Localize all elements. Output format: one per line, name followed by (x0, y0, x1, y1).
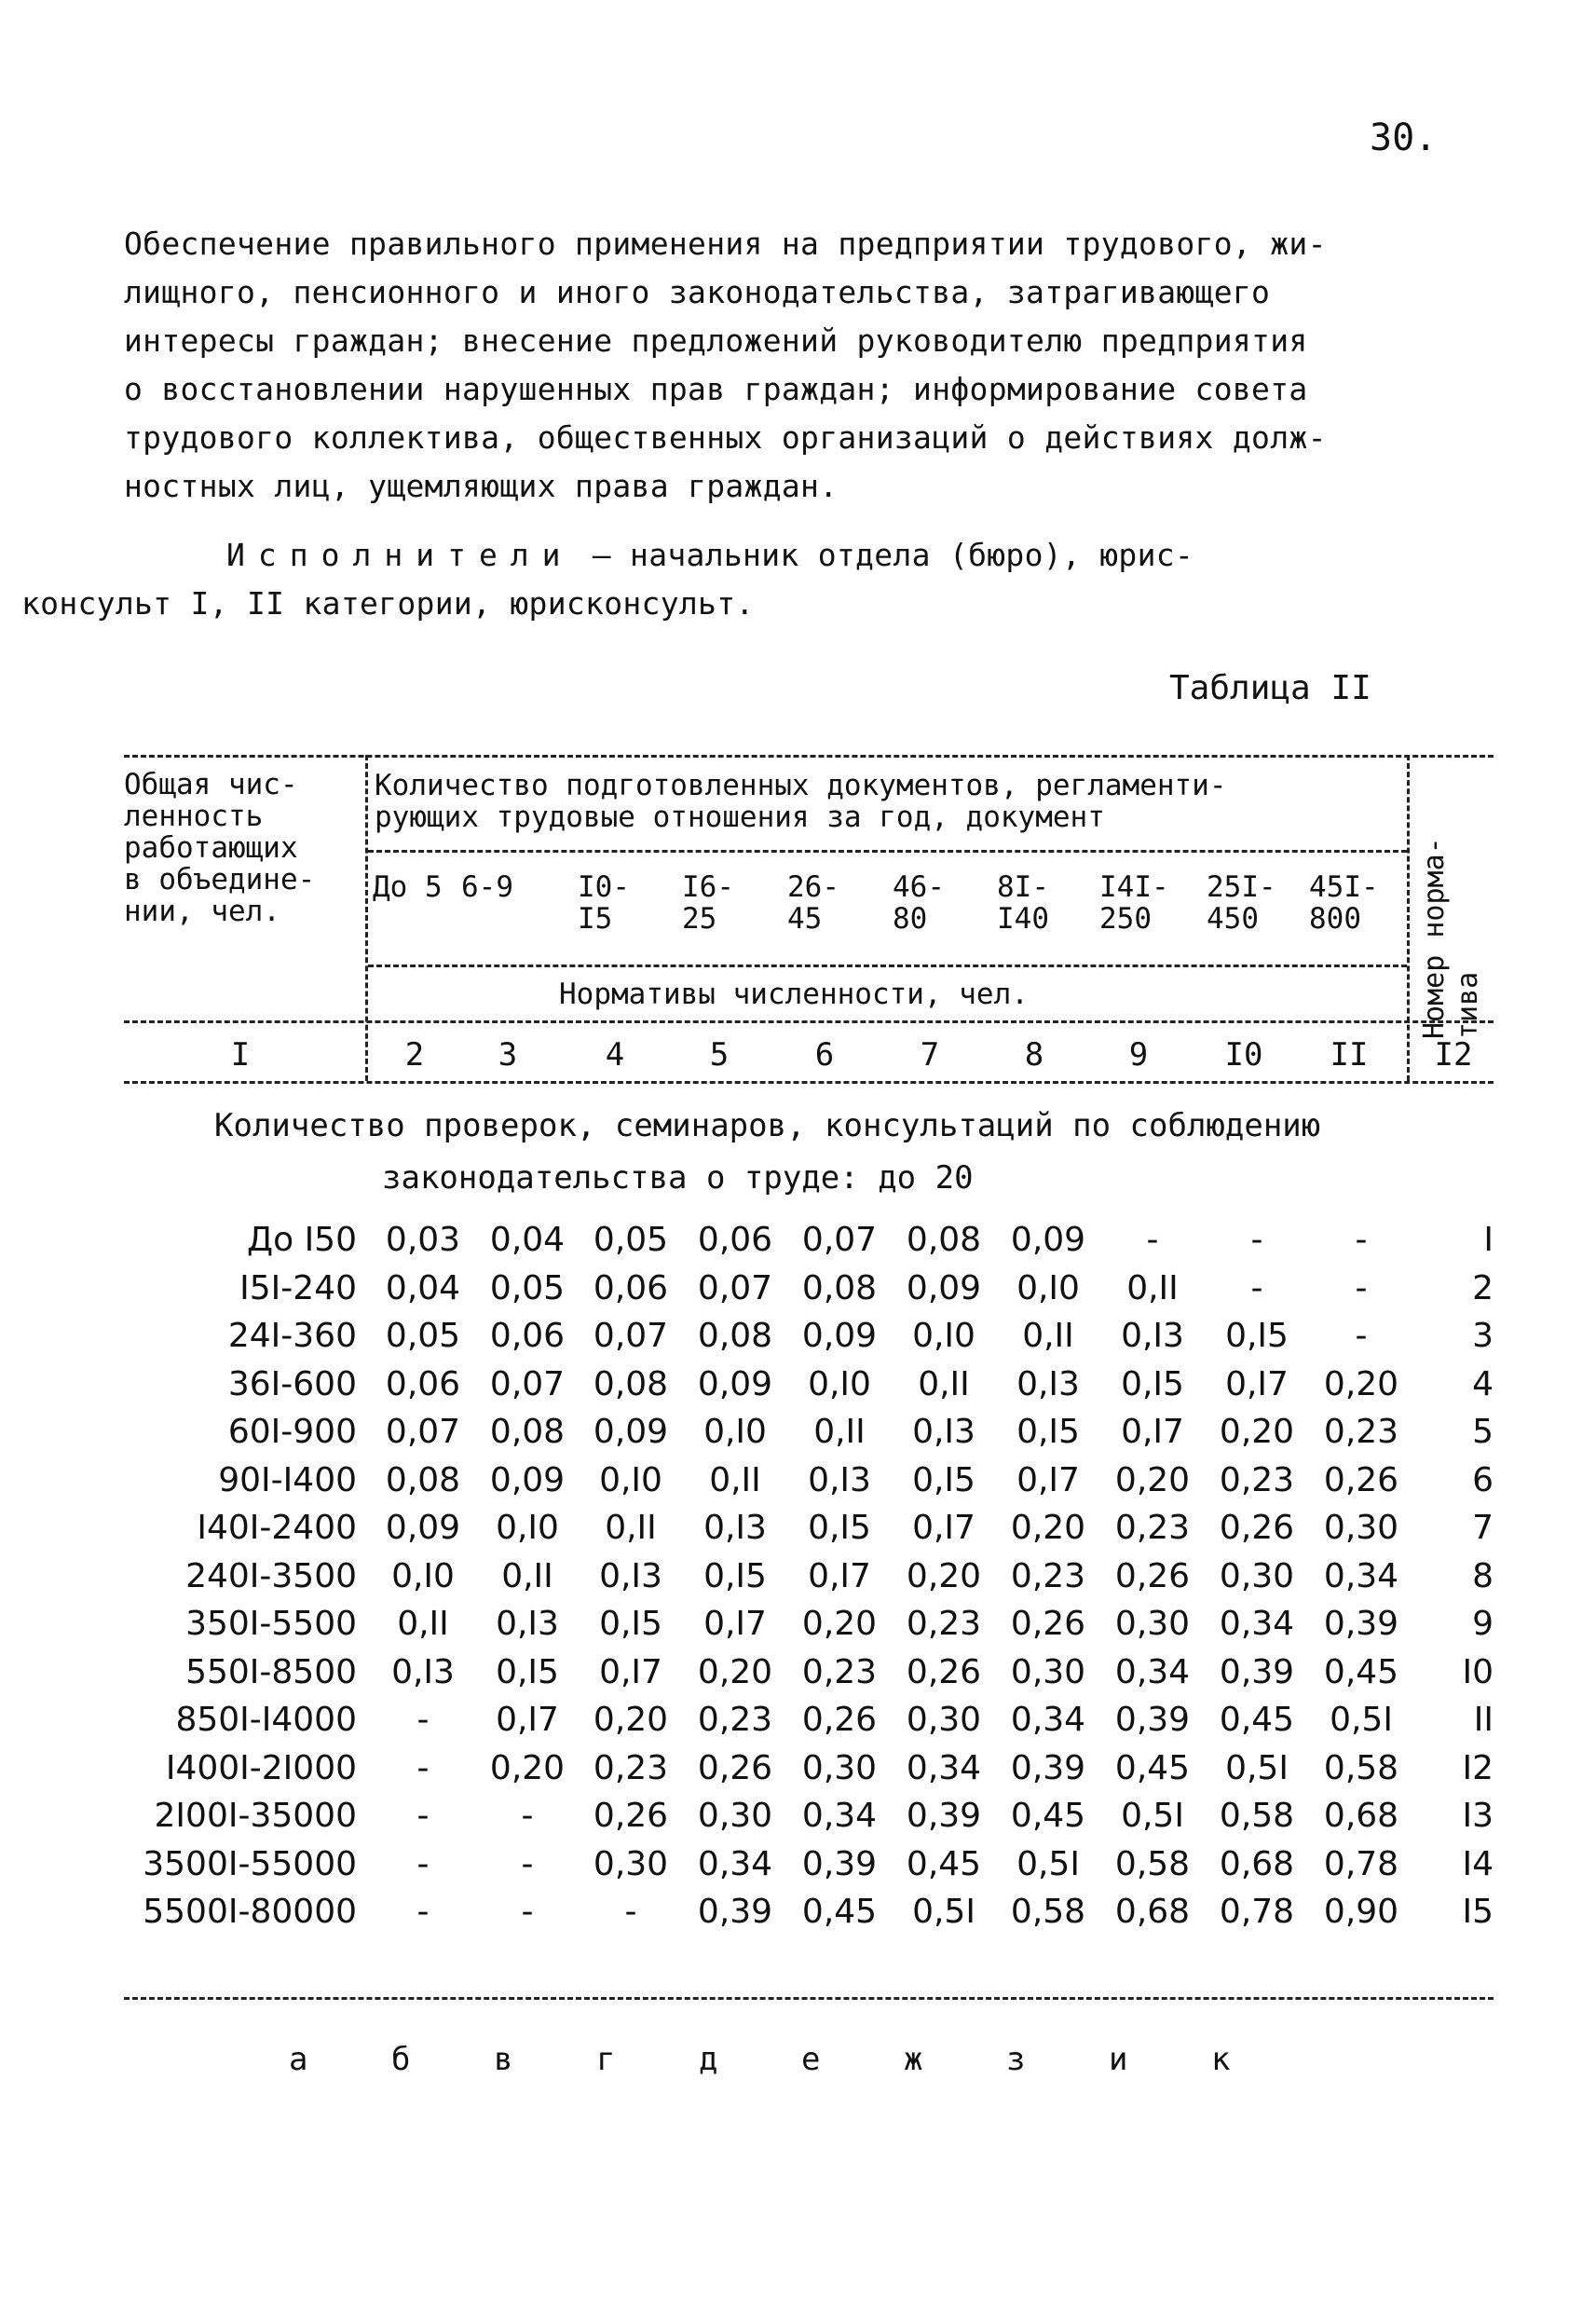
row-value: 0,23 (697, 1701, 773, 1739)
row-value: 0,I3 (391, 1652, 455, 1691)
row-value: 0,30 (1114, 1605, 1191, 1643)
row-value: 0,68 (1114, 1893, 1191, 1931)
row-value: 0,20 (906, 1556, 982, 1595)
row-value: - (521, 1893, 534, 1931)
row-value: 0,39 (906, 1797, 982, 1835)
column-letter: к (1211, 2041, 1231, 2078)
row-value: - (1250, 1268, 1263, 1307)
header-sub-rule (368, 850, 1407, 853)
row-value: 0,07 (801, 1221, 878, 1259)
row-value: 0,I5 (1225, 1317, 1289, 1355)
row-value: - (1250, 1221, 1263, 1259)
table-row (124, 1365, 1494, 1414)
row-value: 0,26 (1323, 1460, 1399, 1499)
row-value: 0,34 (1114, 1652, 1191, 1691)
row-value: 0,04 (385, 1268, 461, 1307)
row-value: 0,I3 (496, 1605, 559, 1643)
row-value: 0,I7 (1225, 1364, 1289, 1403)
row-value: 0,II (709, 1460, 761, 1499)
header-norm-number: Номер норма- тива (1418, 837, 1484, 1039)
row-value: 0,34 (1219, 1605, 1295, 1643)
row-norm-number: 8 (1472, 1556, 1494, 1595)
column-letter: в (494, 2041, 513, 2078)
row-value: - (416, 1797, 430, 1835)
row-value: 0,I7 (496, 1701, 559, 1739)
header-sub: 45I- 800 (1309, 870, 1379, 936)
row-value: 0,I3 (703, 1509, 767, 1547)
table-row (124, 1461, 1494, 1510)
row-value: 0,39 (801, 1844, 878, 1883)
header-col1: Общая чис- ленность работающих в объедине- нии, чел. (124, 768, 316, 928)
row-value: 0,34 (1323, 1556, 1399, 1595)
row-value: 0,I7 (808, 1556, 871, 1595)
executors-text-line2: консульт I, II категории, юрисконсульт. (21, 585, 755, 622)
row-value: 0,30 (801, 1748, 878, 1787)
section-title (214, 1100, 1472, 1204)
row-norm-number: I0 (1462, 1652, 1494, 1691)
row-value: 0,07 (697, 1268, 773, 1307)
row-label: 36I-600 (227, 1364, 357, 1403)
col-number: 9 (1128, 1036, 1149, 1074)
row-value: 0,26 (697, 1748, 773, 1787)
row-label: 5500I-80000 (143, 1893, 357, 1931)
row-value: - (1146, 1221, 1159, 1259)
row-value: - (521, 1844, 534, 1883)
row-value: 0,78 (1323, 1844, 1399, 1883)
header-sub: I4I- 250 (1099, 870, 1169, 936)
row-label: 240I-3500 (185, 1556, 357, 1595)
col-number: II (1330, 1036, 1369, 1074)
row-value: 0,I5 (703, 1556, 767, 1595)
row-value: 0,23 (801, 1652, 878, 1691)
row-value: 0,45 (1323, 1652, 1399, 1691)
row-norm-number: I5 (1462, 1893, 1494, 1931)
row-value: 0,I3 (599, 1556, 662, 1595)
header-sub: I6- 25 (682, 870, 734, 936)
header-norms: Нормативы численности, чел. (559, 978, 1029, 1011)
row-norm-number: 5 (1472, 1413, 1494, 1451)
body-paragraph: Обеспечение правильного применения на предприятии трудового, жи- лищного, пенсионного и иного законодательства, затрагивающего интересы граждан; внесение предложений руководителю предприятия о восстановлении нарушенных прав граждан; информирование совета трудового коллектива, общественных организаций о действиях долж- ностных лиц, ущемляющих права граждан. (124, 226, 1327, 504)
row-value: 0,5I (1016, 1844, 1080, 1883)
row-value: 0,26 (906, 1652, 982, 1691)
row-value: 0,39 (697, 1893, 773, 1931)
table-row (124, 1797, 1494, 1845)
row-value: 0,58 (1114, 1844, 1191, 1883)
section-title-line1: Количество проверок, семинаров, консультаций по соблюдению (214, 1107, 1321, 1144)
table-row (124, 1749, 1494, 1798)
row-value: 0,04 (489, 1221, 566, 1259)
header-sub: До 5 (373, 870, 443, 904)
row-value: 0,09 (906, 1268, 982, 1307)
row-norm-number: 4 (1472, 1364, 1494, 1403)
row-value: 0,I0 (808, 1364, 871, 1403)
row-value: 0,07 (385, 1413, 461, 1451)
row-value: 0,I0 (1016, 1268, 1080, 1307)
row-value: 0,58 (1323, 1748, 1399, 1787)
column-letter: з (1006, 2041, 1026, 2078)
row-value: 0,34 (906, 1748, 982, 1787)
column-letters (124, 2041, 1494, 2097)
row-value: 0,5I (912, 1893, 975, 1931)
col-number: 3 (498, 1036, 518, 1074)
row-value: 0,45 (1219, 1701, 1295, 1739)
row-value: 0,90 (1323, 1893, 1399, 1931)
row-value: 0,08 (801, 1268, 878, 1307)
row-value: 0,34 (697, 1844, 773, 1883)
table-row (124, 1653, 1494, 1702)
row-value: 0,I5 (1016, 1413, 1080, 1451)
header-col-divider (365, 755, 368, 1081)
row-value: 0,30 (593, 1844, 669, 1883)
row-label: 2I00I-35000 (154, 1797, 357, 1835)
row-value: 0,5I (1225, 1748, 1289, 1787)
row-value: 0,20 (489, 1748, 566, 1787)
row-norm-number: 9 (1472, 1605, 1494, 1643)
row-value: 0,39 (1323, 1605, 1399, 1643)
row-norm-number: I3 (1462, 1797, 1494, 1835)
table-row (124, 1221, 1494, 1269)
row-norm-number: 6 (1472, 1460, 1494, 1499)
row-label: До I50 (246, 1221, 357, 1259)
row-value: - (416, 1701, 430, 1739)
row-norm-number: 2 (1472, 1268, 1494, 1307)
row-value: 0,II (918, 1364, 970, 1403)
row-value: 0,23 (1323, 1413, 1399, 1451)
row-value: 0,23 (593, 1748, 669, 1787)
row-value: 0,09 (385, 1509, 461, 1547)
row-value: - (1355, 1317, 1368, 1355)
row-value: 0,09 (593, 1413, 669, 1451)
row-value: 0,06 (697, 1221, 773, 1259)
row-value: - (416, 1748, 430, 1787)
row-value: - (521, 1797, 534, 1835)
row-value: 0,26 (1219, 1509, 1295, 1547)
row-value: 0,78 (1219, 1893, 1295, 1931)
header-mid-rule (124, 1020, 1494, 1023)
table-row (124, 1893, 1494, 1941)
row-value: 0,26 (801, 1701, 878, 1739)
row-label: 350I-5500 (185, 1605, 357, 1643)
row-label: 24I-360 (227, 1317, 357, 1355)
row-value: - (624, 1893, 637, 1931)
row-value: 0,05 (385, 1317, 461, 1355)
row-value: 0,09 (1010, 1221, 1086, 1259)
row-value: 0,20 (1219, 1413, 1295, 1451)
column-letter: е (801, 2041, 821, 2078)
column-letter: и (1109, 2041, 1128, 2078)
table-row (124, 1605, 1494, 1653)
col-number: 5 (709, 1036, 730, 1074)
row-norm-number: I (1483, 1221, 1494, 1259)
row-value: 0,I5 (808, 1509, 871, 1547)
row-value: 0,08 (489, 1413, 566, 1451)
row-value: 0,05 (593, 1221, 669, 1259)
row-value: 0,09 (697, 1364, 773, 1403)
header-sub: 8I- I40 (997, 870, 1049, 936)
row-value: 0,05 (489, 1268, 566, 1307)
table-row (124, 1509, 1494, 1557)
row-value: 0,26 (593, 1797, 669, 1835)
row-label: I400I-2I000 (165, 1748, 357, 1787)
table-row (124, 1317, 1494, 1365)
row-label: 3500I-55000 (143, 1844, 357, 1883)
row-value: 0,20 (697, 1652, 773, 1691)
col-number: 7 (920, 1036, 940, 1074)
row-value: 0,09 (801, 1317, 878, 1355)
column-letter: а (289, 2041, 308, 2078)
row-value: - (1355, 1268, 1368, 1307)
row-value: 0,39 (1219, 1652, 1295, 1691)
row-value: 0,I7 (1121, 1413, 1184, 1451)
row-value: 0,26 (1114, 1556, 1191, 1595)
row-value: 0,23 (1114, 1509, 1191, 1547)
header-sub: 26- 45 (787, 870, 839, 936)
row-value: 0,20 (593, 1701, 669, 1739)
row-label: 850I-I4000 (175, 1701, 357, 1739)
row-value: 0,30 (697, 1797, 773, 1835)
row-value: 0,68 (1323, 1797, 1399, 1835)
row-value: 0,I5 (599, 1605, 662, 1643)
row-value: 0,30 (1323, 1509, 1399, 1547)
header-bottom-rule (124, 1081, 1494, 1084)
row-value: 0,I3 (808, 1460, 871, 1499)
table-title: Таблица II (1169, 669, 1371, 707)
row-value: 0,06 (385, 1364, 461, 1403)
row-value: 0,08 (593, 1364, 669, 1403)
col-number: 2 (404, 1036, 425, 1074)
row-value: 0,I5 (496, 1652, 559, 1691)
row-value: 0,23 (1010, 1556, 1086, 1595)
row-value: 0,30 (1219, 1556, 1295, 1595)
row-value: 0,II (1126, 1268, 1179, 1307)
row-value: 0,I3 (1016, 1364, 1080, 1403)
row-value: 0,I0 (391, 1556, 455, 1595)
row-value: 0,06 (593, 1268, 669, 1307)
col-number: I2 (1434, 1036, 1473, 1074)
row-value: 0,68 (1219, 1844, 1295, 1883)
table-row (124, 1701, 1494, 1749)
table-row (124, 1269, 1494, 1318)
row-value: 0,23 (1219, 1460, 1295, 1499)
row-label: 90I-I400 (218, 1460, 357, 1499)
table-row (124, 1845, 1494, 1894)
row-norm-number: 3 (1472, 1317, 1494, 1355)
header-sub: 46- 80 (893, 870, 945, 936)
column-letter: ж (904, 2041, 923, 2078)
row-value: 0,08 (906, 1221, 982, 1259)
row-value: 0,45 (1010, 1797, 1086, 1835)
row-value: 0,09 (489, 1460, 566, 1499)
executors-text-line1: – начальник отдела (бюро), юрис- (573, 537, 1194, 573)
row-value: 0,II (501, 1556, 553, 1595)
row-value: 0,20 (1010, 1509, 1086, 1547)
row-value: 0,07 (489, 1364, 566, 1403)
row-value: 0,I7 (599, 1652, 662, 1691)
row-value: 0,5I (1330, 1701, 1393, 1739)
row-value: 0,I3 (912, 1413, 975, 1451)
column-letter: г (596, 2041, 616, 2078)
row-value: 0,39 (1010, 1748, 1086, 1787)
row-value: 0,I7 (1016, 1460, 1080, 1499)
row-value: 0,07 (593, 1317, 669, 1355)
row-value: - (416, 1893, 430, 1931)
column-letter: д (699, 2041, 718, 2078)
table-bottom-rule (124, 1997, 1494, 2000)
row-value: 0,34 (1010, 1701, 1086, 1739)
table-row (124, 1413, 1494, 1461)
row-value: - (416, 1844, 430, 1883)
row-value: 0,II (1022, 1317, 1074, 1355)
col-number: 4 (605, 1036, 625, 1074)
row-value: 0,45 (1114, 1748, 1191, 1787)
row-value: 0,08 (385, 1460, 461, 1499)
header-top-rule (124, 755, 1494, 758)
row-value: 0,I7 (912, 1509, 975, 1547)
row-value: 0,20 (1323, 1364, 1399, 1403)
row-value: 0,30 (1010, 1652, 1086, 1691)
section-title-line2: законодательства о труде: до 20 (382, 1159, 974, 1197)
row-value: 0,30 (906, 1701, 982, 1739)
table-row (124, 1557, 1494, 1606)
row-value: 0,I3 (1121, 1317, 1184, 1355)
row-value: 0,5I (1121, 1797, 1184, 1835)
executors-paragraph (21, 531, 1494, 628)
row-value: 0,58 (1010, 1893, 1086, 1931)
col-number: I0 (1224, 1036, 1263, 1074)
row-value: 0,20 (801, 1605, 878, 1643)
row-value: 0,34 (801, 1797, 878, 1835)
row-value: 0,I0 (912, 1317, 975, 1355)
row-label: I5I-240 (239, 1268, 357, 1307)
row-label: 60I-900 (227, 1413, 357, 1451)
row-value: 0,39 (1114, 1701, 1191, 1739)
row-value: 0,II (813, 1413, 866, 1451)
col-number: 6 (814, 1036, 835, 1074)
header-group: Количество подготовленных документов, регламенти- рующих трудовые отношения за год, документ (375, 769, 1227, 834)
executors-label: Исполнители (226, 537, 574, 573)
row-value: 0,45 (906, 1844, 982, 1883)
row-value: 0,II (397, 1605, 449, 1643)
row-value: 0,20 (1114, 1460, 1191, 1499)
row-value: 0,26 (1010, 1605, 1086, 1643)
header-sub: 25I- 450 (1207, 870, 1276, 936)
row-value: 0,45 (801, 1893, 878, 1931)
row-value: 0,I0 (599, 1460, 662, 1499)
row-value: 0,II (605, 1509, 657, 1547)
col-number: 8 (1024, 1036, 1044, 1074)
header-sub: I0- I5 (578, 870, 630, 936)
row-value: 0,I0 (703, 1413, 767, 1451)
row-label: I40I-2400 (197, 1509, 357, 1547)
column-letter: б (391, 2041, 411, 2078)
header-sub: 6-9 (461, 870, 513, 904)
header-sub-rule (368, 964, 1407, 967)
row-value: 0,23 (906, 1605, 982, 1643)
row-value: 0,06 (489, 1317, 566, 1355)
row-value: 0,I5 (1121, 1364, 1184, 1403)
table-body (124, 1221, 1494, 1941)
page-number: 30. (1370, 116, 1438, 159)
row-value: 0,I7 (703, 1605, 767, 1643)
row-norm-number: 7 (1472, 1509, 1494, 1547)
row-value: - (1355, 1221, 1368, 1259)
col-number: I (230, 1036, 251, 1074)
row-value: 0,I0 (496, 1509, 559, 1547)
row-label: 550I-8500 (185, 1652, 357, 1691)
row-value: 0,I5 (912, 1460, 975, 1499)
row-value: 0,08 (697, 1317, 773, 1355)
row-norm-number: I2 (1462, 1748, 1494, 1787)
row-value: 0,03 (385, 1221, 461, 1259)
row-value: 0,58 (1219, 1797, 1295, 1835)
row-norm-number: I4 (1462, 1844, 1494, 1883)
row-norm-number: II (1473, 1701, 1494, 1739)
